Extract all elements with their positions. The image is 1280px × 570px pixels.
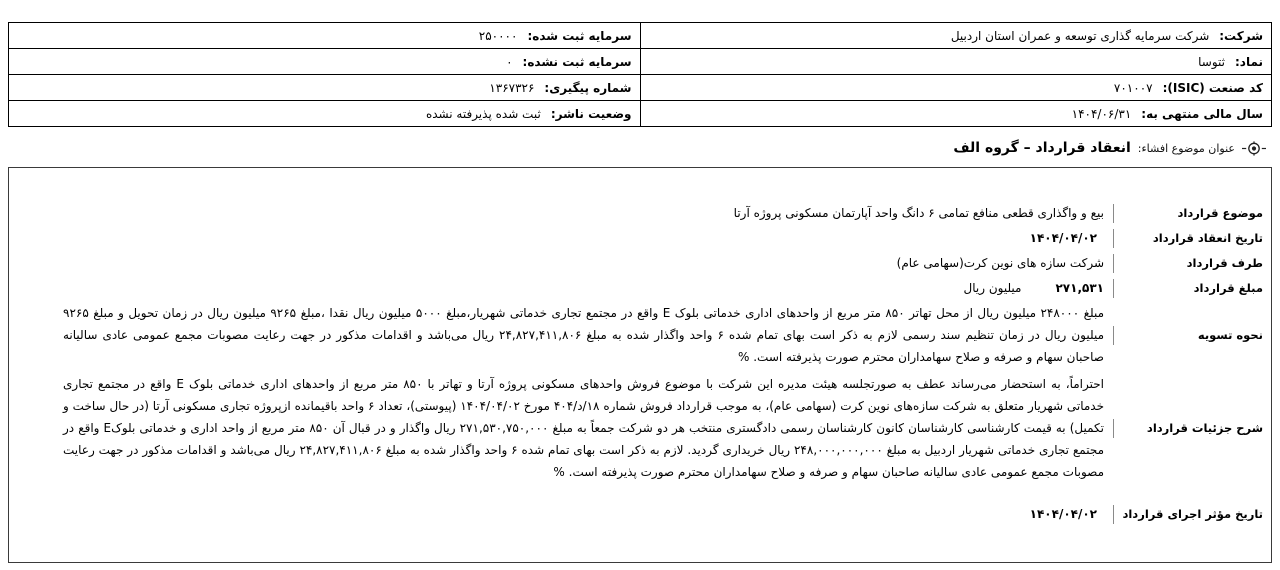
contract-details-text: احتراماً، به استحضار می‌رساند عطف به صورتجلسه هیئت مدیره این شرکت با موضوع فروش واحدهای مسکونی پروژه آرتا و تهاتر با ۸۵۰ متر مربع از واحدهای اداری خدماتی بلوک E واقع در مجتمع تجاری خدماتی شهریار متعلق به شرکت سازه‌های نوین کرت (سهامی عام)، به موجب قرارداد فروش شماره ۱۸/د/۴۰۴ مورخ ۱۴۰۴/۰۴/۰۲ (پیوستی)، تعداد ۶ واحد باقیمانده ازپروژه تجاری مسکونی آرتا (در حال ساخت و تکمیل) به قیمت کارشناسی کارشناسان کانون کارشناسان رسمی دادگستری منتخب هر دو شرکت جمعاً به مبلغ ۲۷۱,۵۳۰,۷۵۰,۰۰۰ ریال واگذار و در قبال آن ۸۵۰ متر مربع از واحد اداری و خدماتی بلوکE واقع در مجتمع تجاری خدماتی شهریار اردبیل به مبلغ ۲۴۸,۰۰۰,۰۰۰,۰۰۰ ریال خریداری گردید. لازم به ذکر است بهای تمام شده ۶ واحد واگذار شده به مبلغ ۲۴,۸۲۷,۴۱۱,۸۰۶ ریال می‌باشد و اقدامات مذکور در جهت رعایت مصوبات مجمع عمومی عادی سالیانه صاحبان سهام و صرفه و صلاح سهامداران محترم صورت پذیرفته است. %: [63, 377, 1105, 479]
fiscal-year-cell: [640, 101, 1272, 127]
unregistered-capital-cell: [9, 49, 641, 75]
contract-date-label: تاریخ انعقاد قرارداد: [1113, 229, 1271, 248]
disclosure-subject-row: [14, 140, 1266, 156]
contract-party-value: شرکت سازه های نوین کرت(سهامی عام): [896, 256, 1104, 270]
contract-subject-value: بیع و واگذاری قطعی منافع تمامی ۶ دانگ واحد آپارتمان مسکونی پروژه آرتا: [733, 206, 1104, 220]
isic-label: کد صنعت (ISIC):: [1162, 80, 1263, 95]
effective-date-label: تاریخ مؤثر اجرای قرارداد: [1113, 505, 1271, 524]
settlement-row: [9, 302, 1271, 368]
header-row-2: [9, 49, 1272, 75]
symbol-label: نماد:: [1234, 54, 1263, 69]
contract-subject-row: [9, 202, 1271, 224]
header-row-1: [9, 23, 1272, 49]
contract-amount-value: ۲۷۱,۵۳۱: [1055, 281, 1104, 295]
contract-date-value: ۱۴۰۴/۰۴/۰۲: [1029, 231, 1097, 245]
contract-box: [8, 167, 1272, 563]
isic-value: ۷۰۱۰۰۷: [1113, 80, 1153, 95]
symbol-value: ثتوسا: [1198, 54, 1225, 69]
symbol-cell: [640, 49, 1272, 75]
header-row-3: [9, 75, 1272, 101]
company-value: شرکت سرمایه گذاری توسعه و عمران استان اردبیل: [950, 28, 1210, 43]
publisher-status-cell: [9, 101, 641, 127]
contract-amount-row: [9, 277, 1271, 299]
fiscal-year-value: ۱۴۰۴/۰۶/۳۱: [1071, 106, 1132, 121]
registered-capital-value: ۲۵۰۰۰۰: [478, 28, 518, 43]
publisher-status-label: وضعیت ناشر:: [550, 106, 632, 121]
contract-party-row: [9, 252, 1271, 274]
effective-date-value: ۱۴۰۴/۰۴/۰۲: [1029, 507, 1097, 521]
contract-date-row: [9, 227, 1271, 249]
disclosure-title: انعقاد قرارداد – گروه الف: [953, 140, 1131, 156]
company-cell: [640, 23, 1272, 49]
contract-amount-unit: میلیون ریال: [963, 281, 1022, 295]
unregistered-capital-value: ۰: [506, 54, 513, 69]
header-row-4: [9, 101, 1272, 127]
registered-capital-label: سرمایه ثبت شده:: [527, 28, 632, 43]
header-table: [8, 22, 1272, 127]
disclosure-prefix: عنوان موضوع افشاء:: [1137, 141, 1235, 155]
tracking-number-cell: [9, 75, 641, 101]
contract-details-row: [9, 373, 1271, 483]
unregistered-capital-label: سرمایه ثبت نشده:: [522, 54, 632, 69]
tracking-number-value: ۱۳۶۷۳۲۶: [489, 80, 535, 95]
isic-cell: [640, 75, 1272, 101]
tracking-number-label: شماره پیگیری:: [544, 80, 632, 95]
contract-amount-value-cell: [9, 277, 1113, 299]
publisher-status-value: ثبت شده پذیرفته نشده: [425, 106, 541, 121]
fiscal-year-label: سال مالی منتهی به:: [1141, 106, 1263, 121]
target-icon: [1242, 141, 1266, 156]
contract-subject-label: موضوع قرارداد: [1113, 204, 1271, 223]
contract-amount-label: مبلغ قرارداد: [1113, 279, 1271, 298]
effective-date-row: [9, 503, 1271, 525]
settlement-text: مبلغ ۲۴۸۰۰۰ میلیون ریال از محل تهاتر ۸۵۰ متر مربع از واحدهای اداری خدماتی بلوک E واقع در مجتمع تجاری خدماتی شهریار،مبلغ ۵۰۰۰ میلیون ریال نقدا ،مبلغ ۹۲۶۵ میلیون ریال در زمان تحویل و مبلغ ۹۲۶۵ میلیون ریال در زمان تنظیم سند رسمی لازم به ذکر است بهای تمام شده ۶ واحد واگذار شده به مبلغ ۲۴,۸۲۷,۴۱۱,۸۰۶ ریال می‌باشد و اقدامات مذکور در جهت رعایت مصوبات مجمع عمومی عادی سالیانه صاحبان سهام و صرفه و صلاح سهامداران محترم صورت پذیرفته است. %: [63, 306, 1105, 364]
registered-capital-cell: [9, 23, 641, 49]
settlement-label: نحوه تسویه: [1113, 326, 1271, 345]
company-label: شرکت:: [1219, 28, 1263, 43]
contract-details-label: شرح جزئیات قرارداد: [1113, 419, 1271, 438]
contract-party-label: طرف قرارداد: [1113, 254, 1271, 273]
